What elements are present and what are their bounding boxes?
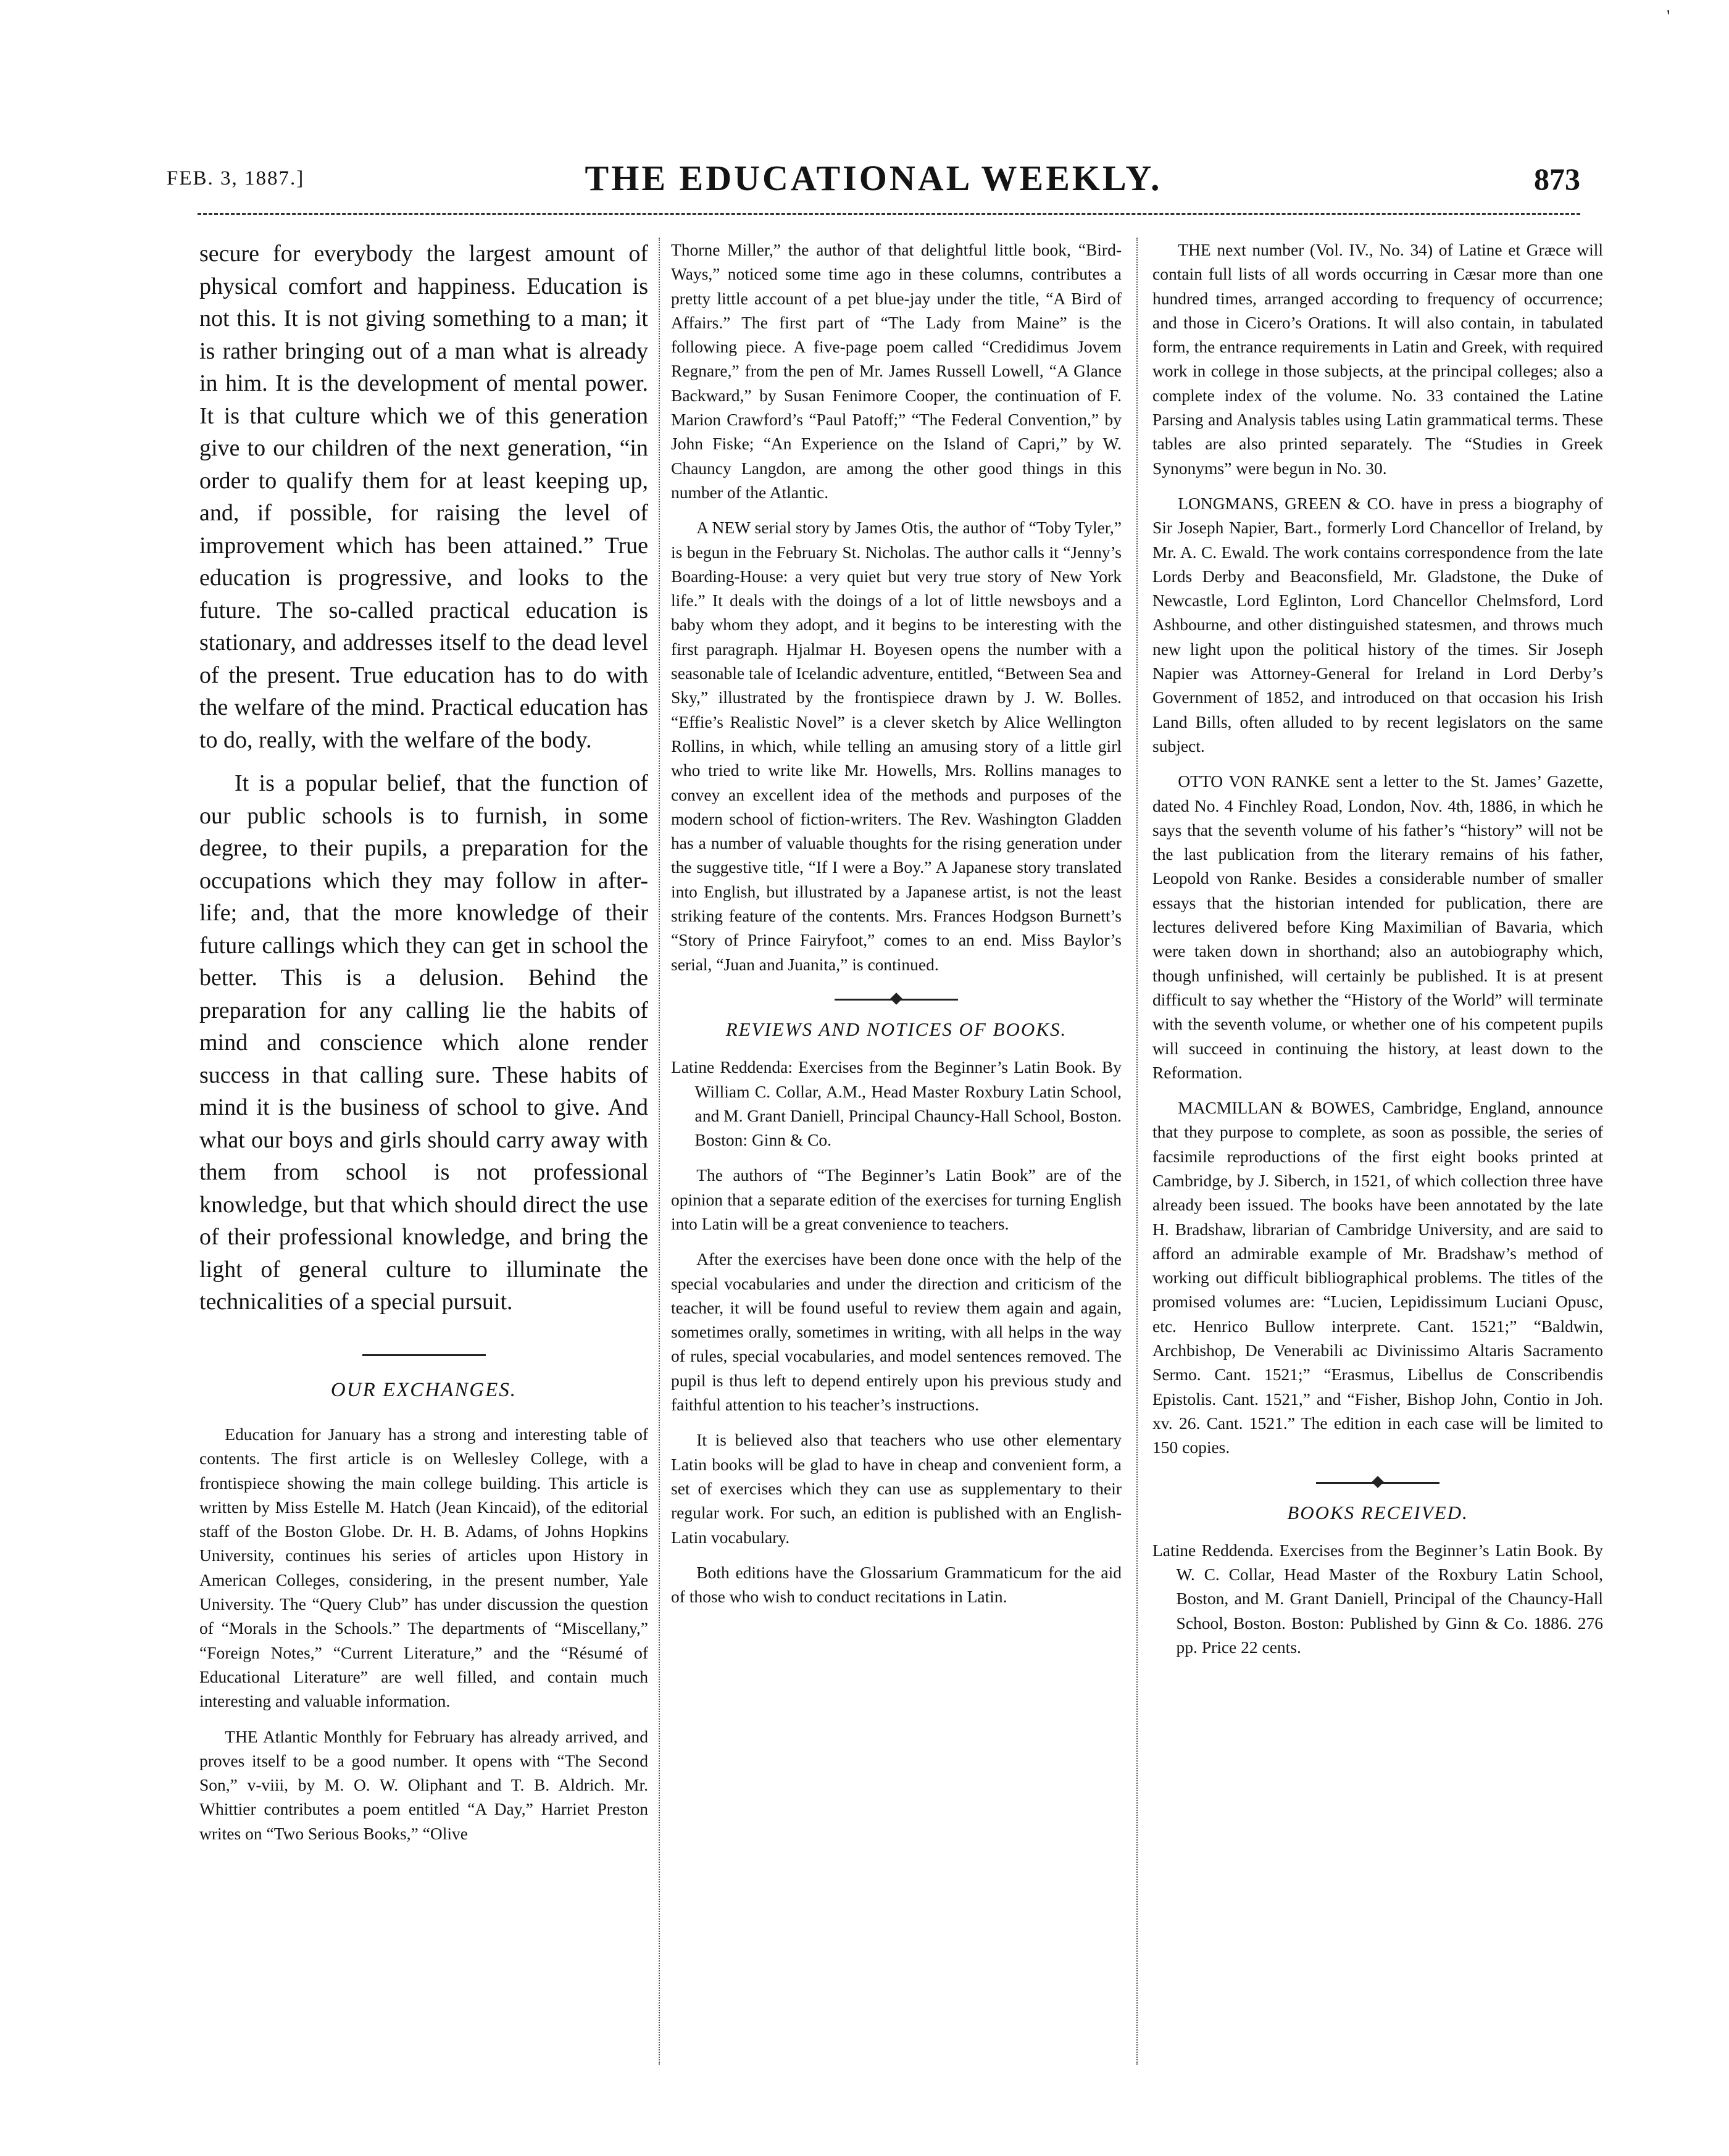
review-paragraph: After the exercises have been done once with the help of the special vocabularies and under the direction and criticism of the teacher, it will be found useful to review them again and again, sometimes orally, sometimes in writing, with all helps in the way of rules, special vocabularies, and model sentences removed. The pupil is thus left to depend entirely upon his previous study and faithful attention to his teacher’s instructions. — [671, 1249, 1122, 1415]
article-paragraph: Thorne Miller,” the author of that delightful little book, “Bird-Ways,” noticed some time ago in these columns, contributes a pretty little account of a pet blue-jay under the title, “A Bird of Affairs.” The first part of “The Lady from Maine” is the following piece. A five-page poem called “Credidimus Jovem Regnare,” from the pen of Mr. James Russell Lowell, “A Glance Backward,” by Susan Fenimore Cooper, the continuation of F. Marion Crawford’s “Paul Patoff;” “The Federal Convention,” by John Fiske; “An Experience on the Island of Capri,” by W. Chauncy Langdon, are among the other good things in this number of the Atlantic. — [671, 240, 1122, 502]
book-entry: Latine Reddenda. Exercises from the Beginner’s Latin Book. By W. C. Collar, Head Master of the Roxbury Latin School, Boston, and M. Grant Daniell, Principal of the Chauncy-Hall School, Boston. Boston: Published by Ginn & Co. 1886. 276 pp. Price 22 cents. — [1152, 1540, 1603, 1657]
section-ornament — [1152, 1471, 1603, 1496]
header-rule — [198, 213, 1580, 215]
column-right — [1152, 238, 1603, 1659]
article-paragraph: It is a popular belief, that the function of our public schools is to furnish, in some degree, to their pupils, a preparation for the occupations which they may follow in after-life; and, that the more knowledge of their future callings which they can get in school the better. This is a delusion. Behind the preparation for any calling lie the habits of mind and conscience which alone render success in that calling sure. These habits of mind it is the business of school to give. And what our boys and girls should carry away with them from school is not professional knowledge, but that which should direct the use of their professional knowledge, and bring the light of general culture to illuminate the technicalities of a special pursuit. — [199, 770, 648, 1315]
article-paragraph: LONGMANS, GREEN & CO. have in press a biography of Sir Joseph Napier, Bart., formerly Lord Chancellor of Ireland, by Mr. A. C. Ewald. The work contains correspondence from the late Lords Derby and Beaconsfield, Mr. Gladstone, the Duke of Newcastle, Lord Eglinton, Lord Chancellor Chelmsford, Lord Ashbourne, and other distinguished statesmen, and throws much new light upon the political history of the times. Sir Joseph Napier was Attorney-General for Ireland in Lord Derby’s Government of 1852, and introduced on that occasion his Irish Land Bills, often alluded to by recent legislators on the same subject. — [1152, 493, 1603, 755]
exchange-paragraph: Education for January has a strong and interesting table of contents. The first article is on Wellesley College, with a frontispiece showing the main college building. This article is written by Miss Estelle M. Hatch (Jean Kincaid), of the editorial staff of the Boston Globe. Dr. H. B. Adams, of Johns Hopkins University, continues his series of articles upon History in American Colleges, considering, in the present number, Yale University. The “Query Club” has under discussion the question of “Morals in the Schools.” The departments of “Miscellany,” “Foreign Notes,” “Current Literature,” and the “Résumé of Educational Literature” are well filled, and contain much interesting and valuable information. — [199, 1425, 648, 1711]
section-heading: REVIEWS AND NOTICES OF BOOKS. — [725, 1018, 1067, 1040]
column-divider — [659, 238, 660, 2065]
review-paragraph: Both editions have the Glossarium Grammaticum for the aid of those who wish to conduct recitations in Latin. — [671, 1562, 1122, 1607]
journal-title: THE EDUCATIONAL WEEKLY. — [585, 158, 1162, 198]
section-heading: BOOKS RECEIVED. — [1287, 1501, 1469, 1523]
review-entry: Latine Reddenda: Exercises from the Beginner’s Latin Book. By William C. Collar, A.M., Head Master Roxbury Latin School, and M. Grant Daniell, Principal Chauncy-Hall School, Boston. Boston: Ginn & Co. — [671, 1057, 1122, 1150]
review-paragraph: The authors of “The Beginner’s Latin Book” are of the opinion that a separate edition of the exercises for turning English into Latin will be a great convenience to teachers. — [671, 1165, 1122, 1233]
article-paragraph: THE next number (Vol. IV., No. 34) of Latine et Græce will contain full lists of all words occurring in Cæsar more than one hundred times, arranged according to frequency of occurrence; and those in Cicero’s Orations. It will also contain, in tabulated form, the entrance requirements in Latin and Greek, with required work in college in those subjects, at the principal colleges; also a complete index of the volume. No. 33 contained the Latine Parsing and Analysis tables using Latin grammatical terms. These tables are also printed separately. The “Studies in Greek Synonyms” were begun in No. 30. — [1152, 240, 1603, 478]
section-ornament — [671, 988, 1122, 1012]
issue-date: FEB. 3, 1887.] — [167, 167, 305, 189]
section-ornament — [199, 1343, 648, 1368]
column-middle — [671, 238, 1122, 1609]
article-paragraph: MACMILLAN & BOWES, Cambridge, England, announce that they purpose to complete, as soon as possible, the series of facsimile reproductions of the first eight books printed at Cambridge, by J. Siberch, in 1521, of which collection three have already been issued. The books have been annotated by the late H. Bradshaw, librarian of Cambridge University, and are said to afford an admirable example of Mr. Bradshaw’s method of working out difficult bibliographical problems. The titles of the promised volumes are: “Lucien, Lepidissimum Luciani Opusc, etc. Henrico Bullow interprete. Cant. 1521;” “Baldwin, Archbishop, De Venerabili ac Divinissimo Altaris Sacramento Sermo. Cant. 1521;” “Erasmus, Libellus de Conscribendis Epistolis. Cant. 1521,” and “Fisher, Bishop John, Contio in Joh. xv. 26. Cant. 1521.” The edition in each case will be limited to 150 copies. — [1152, 1098, 1603, 1457]
page-number: 873 — [1534, 162, 1580, 196]
section-heading: OUR EXCHANGES. — [330, 1378, 517, 1401]
review-paragraph: It is believed also that teachers who use other elementary Latin books will be glad to have in cheap and convenient form, a set of exercises which they can use as supplementary to their regular work. For such, an edition is published with an English-Latin vocabulary. — [671, 1430, 1122, 1547]
column-divider — [1136, 238, 1138, 2065]
page-header — [167, 157, 1580, 201]
column-left — [199, 238, 648, 1846]
article-paragraph: A NEW serial story by James Otis, the author of “Toby Tyler,” is begun in the February St. Nicholas. The author calls it “Jenny’s Boarding-House: a very quiet but very true story of New York life.” It deals with the doings of a lot of little newsboys and a baby whom they adopt, and it begins to be interesting with the first paragraph. Hjalmar H. Boyesen opens the number with a seasonable tale of Icelandic adventure, entitled, “Between Sea and Sky,” illustrated by the frontispiece drawn by J. W. Bolles. “Effie’s Realistic Novel” is a clever sketch by Alice Wellington Rollins, in which, while telling an amusing story of a little girl who tried to write like Mr. Howells, Mrs. Rollins manages to convey an excellent idea of the methods and purposes of the modern school of fiction-writers. The Rev. Washington Gladden has a number of valuable thoughts for the rising generation under the suggestive title, “If I were a Boy.” A Japanese story translated into English, but illustrated by a Japanese artist, is not the least striking feature of the contents. Mrs. Frances Hodgson Burnett’s “Story of Prince Fairyfoot,” comes to an end. Miss Baylor’s serial, “Juan and Juanita,” is continued. — [671, 518, 1122, 974]
article-paragraph: OTTO VON RANKE sent a letter to the St. James’ Gazette, dated No. 4 Finchley Road, London, Nov. 4th, 1886, in which he says that the seventh volume of his father’s “history” will not be the last publication from the literary remains of his father, Leopold von Ranke. Besides a considerable number of smaller essays that the historian intended for publication, there are lectures delivered before King Maximilian of Bavaria, which were taken down in shorthand; also an autobiography which, though unfinished, will certainly be published. It is at present difficult to say whether the “History of the World” will terminate with the seventh volume, or whether one of his competent pupils will succeed in continuing the history, at least down to the Reformation. — [1152, 772, 1603, 1082]
article-paragraph: secure for everybody the largest amount of physical comfort and happiness. Education is not this. It is not giving something to a man; it is rather bringing out of a man what is already in him. It is the development of mental power. It is that culture which we of this generation give to our children of the next generation, “in order to qualify them for at least keeping up, and, if possible, for raising the level of improvement which has been attained.” True education is progressive, and looks to the future. The so-called practical education is stationary, and addresses itself to the dead level of the present. True education has to do with the welfare of the mind. Practical education has to do, really, with the welfare of the body. — [199, 241, 648, 753]
margin-mark: ' — [1667, 6, 1670, 27]
exchange-paragraph: THE Atlantic Monthly for February has already arrived, and proves itself to be a good number. It opens with “The Second Son,” v-viii, by M. O. W. Oliphant and T. B. Aldrich. Mr. Whittier contributes a poem entitled “A Day,” Harriet Preston writes on “Two Serious Books,” “Olive — [199, 1726, 648, 1843]
